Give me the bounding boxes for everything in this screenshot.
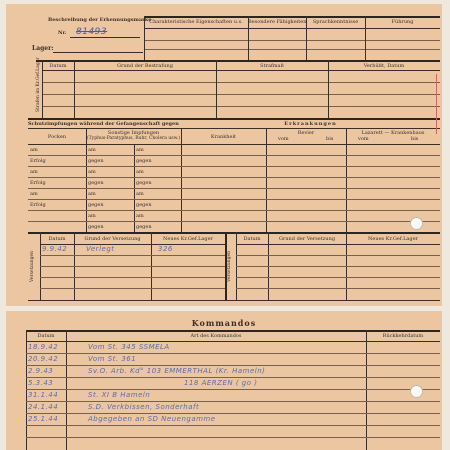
kommando-row-1-date: 18.9.42 bbox=[28, 343, 59, 351]
sonstige-label: Sonstige Impfungen bbox=[107, 130, 160, 136]
imp-row-3-a: am bbox=[30, 169, 38, 175]
kommando-row-4-text: 118 AERZEN ( go ) bbox=[184, 379, 258, 387]
revier-von: vom bbox=[278, 136, 289, 142]
kommando-row-4-date: 5.3.43 bbox=[28, 379, 54, 387]
strafen-col-strafmass: Strafmaß bbox=[260, 63, 284, 69]
imp-row-8-b: gegen bbox=[88, 224, 104, 230]
kommando-row-5-text: St. XI B Hameln bbox=[88, 391, 151, 399]
erkrankungen-label: Erkrankungen bbox=[284, 121, 337, 127]
vers-left-date: 9.9.42 bbox=[42, 245, 68, 253]
imp-row-7-b: am bbox=[88, 213, 96, 219]
strafen-col-datum: Datum bbox=[49, 63, 67, 69]
imp-row-4-b: gegen bbox=[88, 180, 104, 186]
schutzimpfungen-label: Schutzimpfungen während der Gefangenschaft gegen bbox=[28, 121, 179, 127]
imp-row-4-c: gegen bbox=[136, 180, 152, 186]
imp-row-5-b: am bbox=[88, 191, 96, 197]
versetzungen-left-label: Versetzungen bbox=[30, 250, 35, 282]
record-card-kommandos bbox=[6, 311, 442, 450]
pocken-label: Pocken bbox=[47, 134, 67, 140]
imp-row-6-c: gegen bbox=[136, 202, 152, 208]
kommando-row-2-date: 20.9.42 bbox=[28, 355, 59, 363]
imp-row-1-c: am bbox=[136, 147, 144, 153]
col-art: Art des Kommandos bbox=[190, 333, 242, 339]
vers-left-col-lager: Neues Kr.Gef.Lager bbox=[163, 236, 213, 242]
strafen-side-label: Strafen im Kr.Gef.Lager bbox=[36, 57, 41, 112]
vers-left-col-datum: Datum bbox=[48, 236, 66, 242]
vers-left-col-grund: Grund der Versetzung bbox=[84, 236, 141, 242]
imp-row-6-a: Erfolg bbox=[30, 202, 46, 208]
kommandos-title: Kommandos bbox=[191, 318, 257, 328]
krankheit-label: Krankheit bbox=[210, 134, 237, 140]
imp-row-7-c: am bbox=[136, 213, 144, 219]
kommando-row-5-date: 31.1.44 bbox=[28, 391, 59, 399]
versetzungen-right-label: Versetzungen bbox=[227, 250, 232, 282]
vers-left-reason: Verlegt bbox=[86, 245, 115, 253]
imp-row-3-b: am bbox=[88, 169, 96, 175]
lazarett-bis: bis bbox=[411, 136, 419, 142]
lazarett-vom: vom bbox=[358, 136, 369, 142]
col-eigenschaften: Charakteristische Eigenschaften u.s. bbox=[149, 19, 243, 25]
kommando-row-3-text: Sv.O. Arb. Kd° 103 EMMERTHAL (Kr. Hameln) bbox=[88, 367, 266, 375]
punch-hole-top bbox=[410, 217, 423, 230]
revier-label: Revier bbox=[297, 130, 315, 136]
kommando-row-7-date: 25.1.44 bbox=[28, 415, 59, 423]
col-rueckkehr: Rückkehrdatum bbox=[382, 333, 424, 339]
revier-bis: bis bbox=[326, 136, 334, 142]
sonstige-sub: (Typhus-Paratyphus, Ruhr, Cholera usw.) bbox=[86, 136, 181, 141]
nr-value: 81493 bbox=[76, 27, 108, 37]
col-fuehrung: Führung bbox=[391, 19, 414, 25]
imp-row-1-a: am bbox=[30, 147, 38, 153]
vers-left-lager: 326 bbox=[158, 245, 173, 253]
col-datum: Datum bbox=[37, 333, 55, 339]
punch-hole-bottom bbox=[410, 385, 423, 398]
kommando-row-7-text: Abgegeben an SD Neuengamme bbox=[88, 415, 216, 423]
vers-right-col-grund: Grund der Versetzung bbox=[278, 236, 336, 242]
kommando-row-2-text: Vom St. 361 bbox=[88, 355, 137, 363]
imp-row-5-c: am bbox=[136, 191, 144, 197]
imp-row-3-c: am bbox=[136, 169, 144, 175]
col-sprachkenntnisse: Sprachkenntnisse bbox=[312, 19, 359, 25]
lazarett-label: Lazarett — Krankenhaus bbox=[361, 130, 425, 136]
imp-row-2-c: gegen bbox=[136, 158, 152, 164]
kommando-row-6-text: S.D. Verkbissen, Sonderhaft bbox=[88, 403, 200, 411]
vers-right-col-datum: Datum bbox=[243, 236, 261, 242]
strafen-col-grund: Grund der Bestrafung bbox=[117, 63, 173, 69]
imp-row-5-a: am bbox=[30, 191, 38, 197]
lager-label: Lager: bbox=[32, 45, 54, 52]
title-label: Beschreibung der Erkennungsmarke bbox=[48, 17, 152, 23]
col-faehigkeiten: Besondere Fähigkeiten bbox=[248, 19, 307, 25]
kommando-row-3-date: 2.9.43 bbox=[28, 367, 54, 375]
vers-right-col-lager: Neues Kr.Gef.Lager bbox=[368, 236, 418, 242]
strafen-col-verbuesst: Verbüßt, Datum bbox=[363, 63, 405, 69]
nr-label: Nr. bbox=[58, 30, 67, 36]
imp-row-2-b: gegen bbox=[88, 158, 104, 164]
imp-row-2-a: Erfolg bbox=[30, 158, 46, 164]
imp-row-8-c: gegen bbox=[136, 224, 152, 230]
kommando-row-6-date: 24.1.44 bbox=[28, 403, 59, 411]
kommando-row-1-text: Vom St. 345 SSMELA bbox=[88, 343, 170, 351]
imp-row-1-b: am bbox=[88, 147, 96, 153]
record-card-front bbox=[6, 4, 442, 306]
imp-row-4-a: Erfolg bbox=[30, 180, 46, 186]
imp-row-6-b: gegen bbox=[88, 202, 104, 208]
